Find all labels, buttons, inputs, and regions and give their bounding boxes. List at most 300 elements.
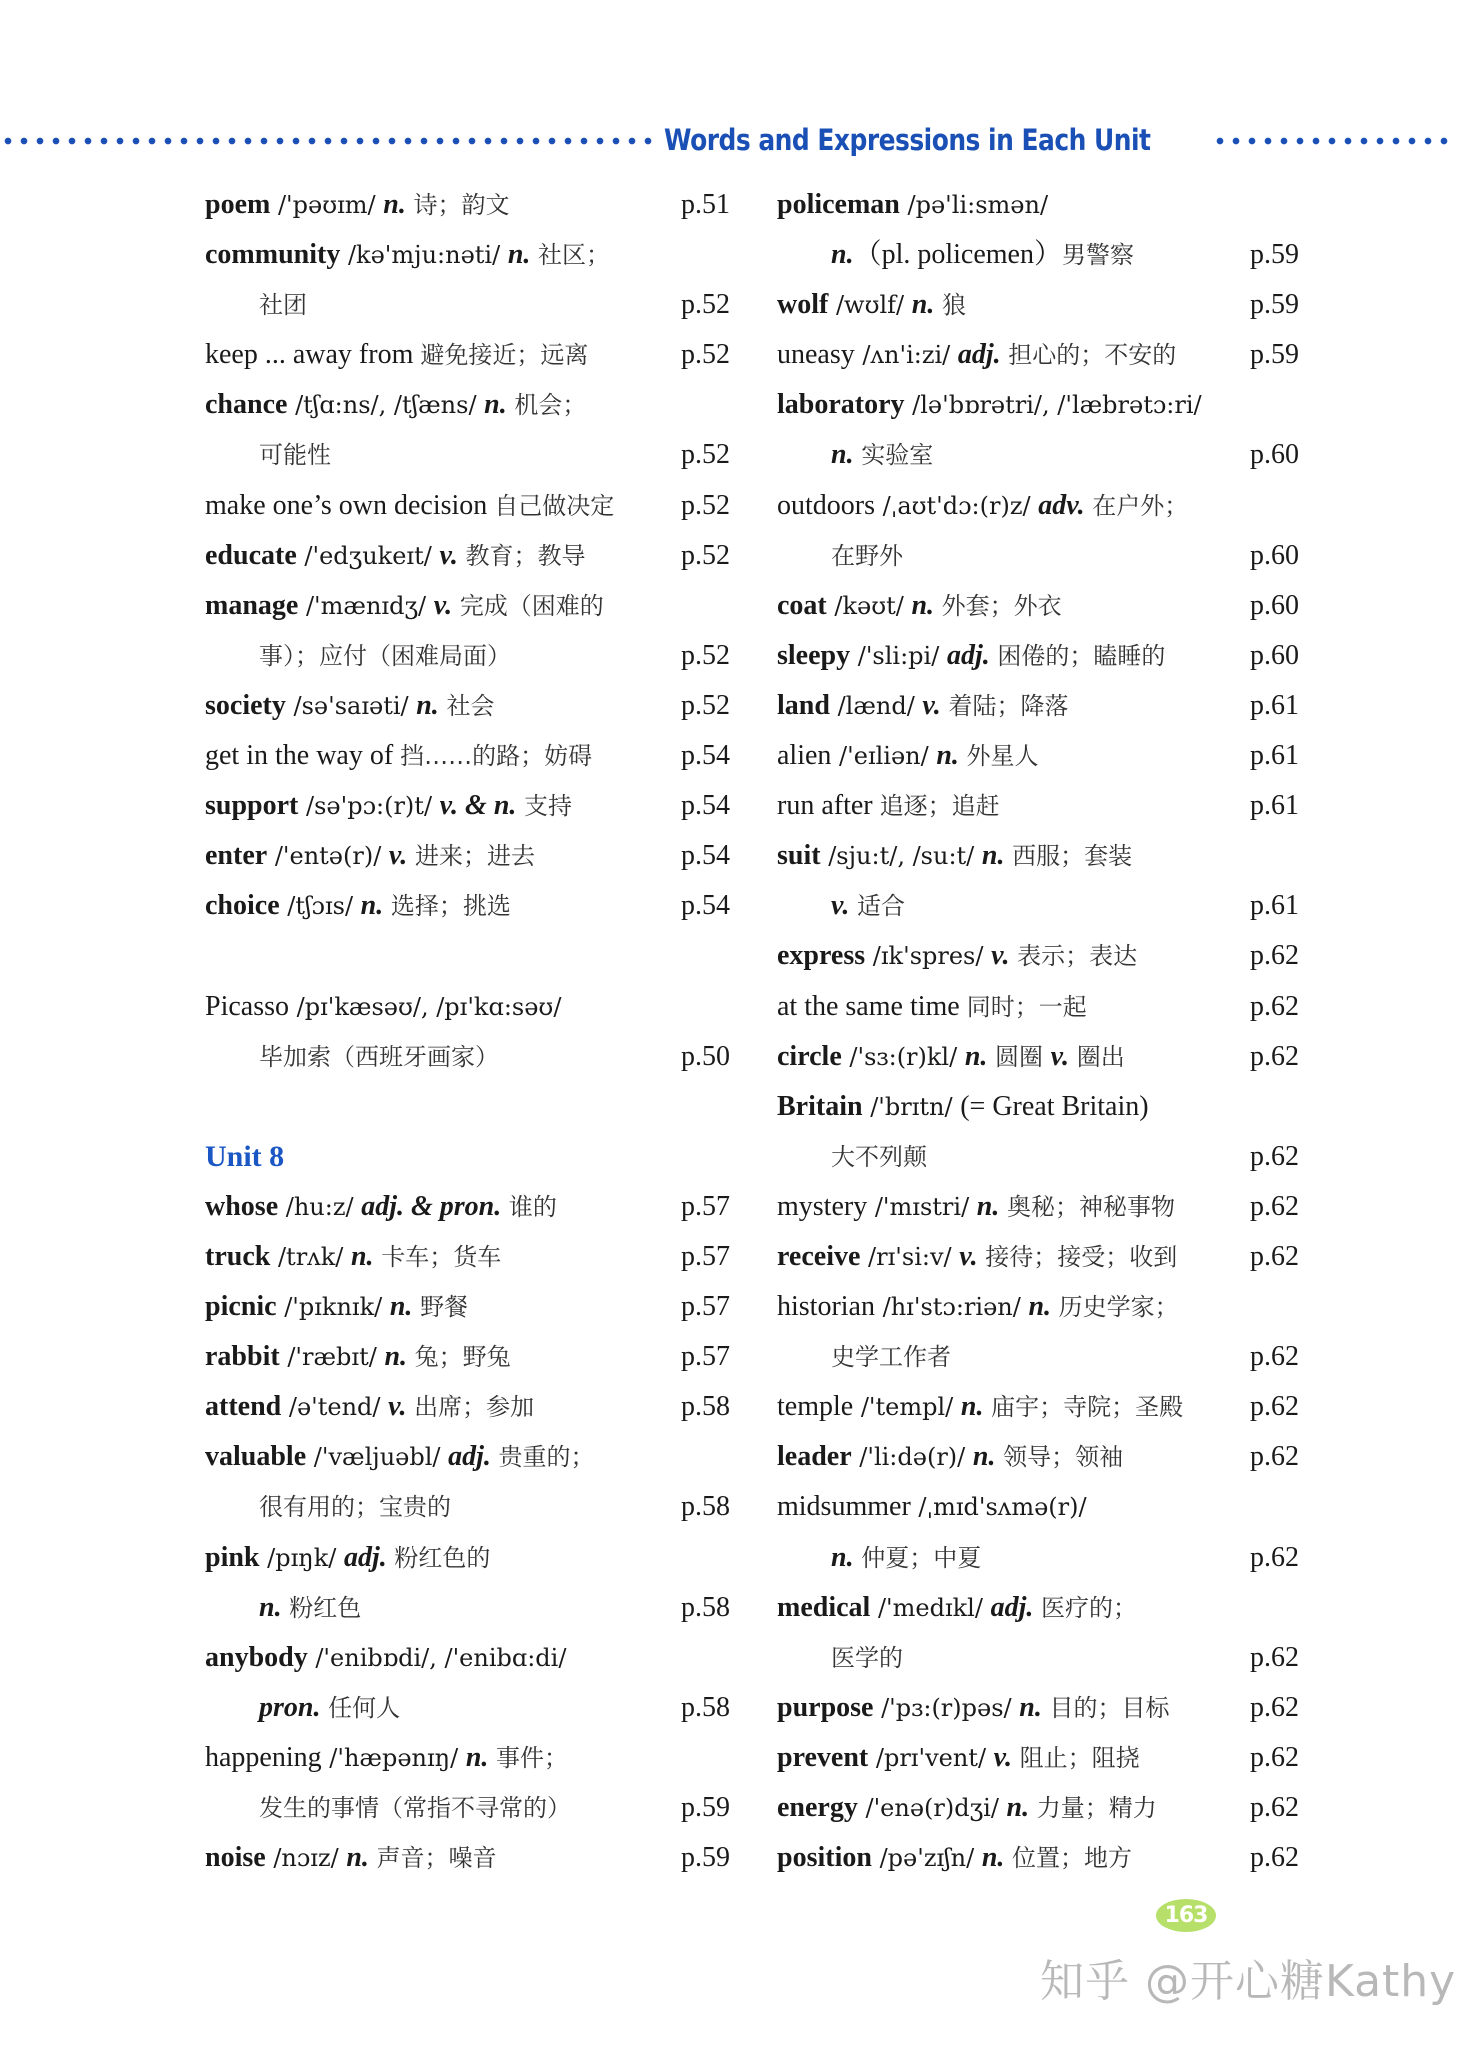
chinese-meaning: 圆圈 — [987, 1042, 1051, 1071]
part-of-speech: n. — [507, 239, 531, 271]
phonetic: /pə'zɪʃn/ — [871, 1844, 982, 1873]
page-reference: p.61 — [1250, 740, 1299, 772]
unit-heading-row — [205, 1132, 730, 1182]
entry-text — [259, 430, 331, 480]
phonetic: /'sɜ:(r)kl/ — [841, 1042, 965, 1071]
entry-text — [205, 1132, 284, 1183]
entry-text — [259, 1583, 361, 1633]
entry-text — [777, 1082, 1149, 1132]
entry-text — [831, 881, 905, 931]
phonetic: /'enə(r)dʒi/ — [857, 1794, 1007, 1822]
page-reference: p.60 — [1250, 639, 1299, 671]
headword: prevent — [777, 1741, 869, 1773]
phonetic: /ə'tend/ — [281, 1393, 389, 1422]
vocab-entry — [205, 1633, 730, 1683]
entry-text — [831, 230, 1134, 280]
phonetic: /pɪ'kæsəʊ/, /pɪ'kɑ:səʊ/ — [289, 992, 562, 1021]
vocab-entry — [777, 1533, 1299, 1583]
entry-text — [259, 1783, 571, 1833]
headword: whose — [205, 1190, 279, 1222]
header-title: Words and Expressions in Each Unit — [664, 123, 1151, 157]
chinese-meaning: 位置；地方 — [1004, 1844, 1133, 1873]
entry-text — [777, 280, 966, 330]
vocab-entry — [205, 831, 730, 881]
phonetic: /sə'saɪəti/ — [285, 691, 417, 720]
entry-text — [777, 731, 1039, 781]
page-reference: p.60 — [1250, 589, 1299, 621]
entry-text — [777, 1833, 1132, 1883]
entry-text — [259, 631, 511, 681]
part-of-speech: n. — [964, 1040, 988, 1072]
page-reference: p.58 — [681, 1591, 730, 1623]
headword: poem — [205, 189, 271, 220]
headword: historian — [777, 1291, 875, 1323]
entry-text — [205, 531, 585, 581]
entry-text — [777, 1683, 1169, 1733]
vocab-entry — [205, 982, 730, 1032]
chinese-meaning: 力量；精力 — [1029, 1794, 1157, 1822]
phonetic: /tʃɑ:ns/, /tʃæns/ — [287, 391, 485, 420]
chinese-meaning: 毕加索（西班牙画家） — [259, 1042, 499, 1071]
vocab-entry — [777, 481, 1299, 531]
page-reference: p.52 — [681, 289, 730, 321]
phonetic: /'eɪliən/ — [831, 742, 937, 771]
page-reference: p.62 — [1250, 1190, 1299, 1222]
headword: temple — [777, 1391, 854, 1423]
vocab-entry — [205, 230, 730, 280]
entry-text — [777, 581, 1062, 631]
vocab-entry — [777, 881, 1299, 931]
running-header — [0, 118, 1465, 162]
part-of-speech: v. — [991, 940, 1010, 972]
page-reference: p.52 — [681, 339, 730, 371]
entry-text — [777, 831, 1132, 881]
part-of-speech: n. — [416, 689, 439, 721]
phonetic: /ˌaʊt'dɔ:(r)z/ — [875, 491, 1039, 520]
vocab-entry — [777, 1282, 1299, 1332]
entry-text — [205, 180, 509, 230]
headword: educate — [205, 539, 297, 571]
chinese-meaning: 史学工作者 — [831, 1343, 951, 1372]
entry-text — [205, 1282, 468, 1332]
entry-text — [831, 430, 933, 480]
entry-text — [777, 1182, 1175, 1232]
page-reference: p.58 — [681, 1691, 730, 1723]
entry-text — [205, 581, 604, 631]
part-of-speech: n. — [346, 1842, 369, 1874]
part-of-speech: adj. & pron. — [361, 1190, 502, 1222]
headword: purpose — [777, 1691, 874, 1723]
phonetic: /'templ/ — [853, 1393, 961, 1422]
headword: leader — [777, 1441, 852, 1473]
vocab-entry — [777, 531, 1299, 581]
vocab-entry — [205, 1282, 730, 1332]
vocab-entry — [777, 1332, 1299, 1382]
page-reference: p.57 — [681, 1291, 730, 1323]
vocab-entry — [205, 1482, 730, 1532]
vocab-entry — [205, 781, 730, 831]
phonetic: /'pɪknɪk/ — [276, 1293, 390, 1322]
entry-text — [777, 982, 1087, 1032]
headword: policeman — [777, 189, 900, 220]
page-reference: p.59 — [1250, 339, 1299, 371]
headword: uneasy — [777, 339, 855, 371]
entry-text — [205, 1232, 501, 1282]
headword: Britain — [777, 1090, 863, 1122]
vocab-entry — [205, 1733, 730, 1783]
headword: position — [777, 1842, 872, 1874]
chinese-meaning: 野餐 — [412, 1293, 469, 1322]
chinese-meaning: 目的；目标 — [1041, 1693, 1170, 1722]
vocab-entry — [777, 831, 1299, 881]
chinese-meaning: 诗；韵文 — [405, 191, 510, 219]
headword: anybody — [205, 1641, 308, 1673]
entry-text — [205, 380, 586, 430]
vocab-entry — [777, 1683, 1299, 1733]
vocab-entry — [205, 1032, 730, 1082]
phonetic: /wʊlf/ — [828, 291, 912, 320]
page-reference: p.52 — [681, 689, 730, 721]
vocab-column-right — [777, 180, 1299, 1883]
vocab-entry — [777, 180, 1299, 230]
vocab-entry — [205, 1432, 730, 1482]
chinese-meaning: 狼 — [934, 291, 966, 320]
spacer-row — [205, 1082, 730, 1132]
vocab-entry — [205, 380, 730, 430]
vocab-entry — [777, 1583, 1299, 1633]
headword: chance — [205, 389, 288, 421]
entry-text — [777, 1382, 1183, 1432]
chinese-meaning: 奥秘；神秘事物 — [999, 1192, 1176, 1221]
entry-text — [777, 1282, 1179, 1332]
chinese-meaning: 教育；教导 — [457, 541, 586, 570]
vocab-entry — [777, 631, 1299, 681]
entry-text — [831, 531, 903, 581]
entry-text — [777, 481, 1188, 531]
headword: enter — [205, 840, 268, 872]
part-of-speech: n. — [1028, 1291, 1052, 1323]
part-of-speech: v. — [993, 1741, 1013, 1773]
vocab-entry — [777, 581, 1299, 631]
headword: attend — [205, 1391, 282, 1423]
page-reference: p.62 — [1250, 990, 1299, 1022]
chinese-meaning: 适合 — [849, 892, 906, 921]
page-reference: p.62 — [1250, 1341, 1299, 1373]
page-reference: p.60 — [1250, 439, 1299, 471]
chinese-meaning: 支持 — [516, 792, 573, 821]
chinese-meaning: 进来；进去 — [407, 842, 535, 871]
part-of-speech: n. — [960, 1391, 984, 1423]
page-reference: p.57 — [681, 1190, 730, 1222]
headword: alien — [777, 740, 832, 772]
page-reference: p.57 — [681, 1240, 730, 1272]
chinese-meaning: 完成（困难的 — [452, 591, 604, 620]
vocab-entry — [205, 681, 730, 731]
part-of-speech: n. — [831, 439, 854, 471]
headword: rabbit — [205, 1341, 280, 1373]
headword: truck — [205, 1240, 271, 1272]
phonetic: /tʃɔɪs/ — [279, 892, 361, 921]
chinese-meaning: 贵重的； — [490, 1443, 595, 1472]
chinese-meaning: 男警察 — [1061, 241, 1134, 270]
vocab-entry — [777, 781, 1299, 831]
part-of-speech: adj. — [957, 339, 1001, 371]
page-reference: p.62 — [1250, 1842, 1299, 1874]
chinese-meaning: 西服；套装 — [1004, 842, 1133, 871]
page-reference: p.52 — [681, 439, 730, 471]
part-of-speech: n. — [981, 840, 1005, 872]
phonetic: /kə'mju:nəti/ — [340, 241, 508, 270]
chinese-meaning: 避免接近；远离 — [420, 341, 589, 370]
phonetic: /'mɪstri/ — [867, 1192, 977, 1221]
headword: suit — [777, 840, 821, 872]
part-of-speech: v. — [388, 840, 408, 872]
vocab-entry — [205, 531, 730, 581]
page-reference: p.62 — [1250, 940, 1299, 972]
vocab-entry — [777, 731, 1299, 781]
page-reference: p.54 — [681, 840, 730, 872]
chinese-meaning: 表示；表达 — [1009, 942, 1138, 971]
vocab-entry — [777, 1132, 1299, 1182]
phonetic: /'li:də(r)/ — [851, 1443, 973, 1472]
part-of-speech: adj. — [343, 1541, 387, 1573]
headword: support — [205, 790, 299, 822]
vocab-entry — [205, 1232, 730, 1282]
part-of-speech: v. — [388, 1391, 407, 1423]
part-of-speech: adj. — [448, 1441, 491, 1473]
headword: medical — [777, 1591, 871, 1623]
chinese-meaning: 外星人 — [958, 742, 1039, 771]
chinese-meaning: 选择；挑选 — [383, 892, 511, 921]
watermark: 知乎 @开心糖Kathy — [1040, 1956, 1457, 2007]
vocab-entry — [777, 280, 1299, 330]
part-of-speech: v. — [439, 539, 458, 571]
phonetic: /trʌk/ — [270, 1242, 351, 1271]
phonetic: /'hæpənɪŋ/ — [321, 1743, 466, 1772]
chinese-meaning: 接待；接受；收到 — [977, 1242, 1178, 1271]
entry-text — [259, 1032, 499, 1082]
chinese-meaning: 医学的 — [831, 1643, 903, 1672]
headword: valuable — [205, 1441, 307, 1473]
entry-text — [205, 1332, 511, 1382]
phonetic: /'brɪtn/ — [862, 1092, 961, 1121]
entry-text — [205, 330, 588, 380]
phonetic: /lænd/ — [829, 691, 923, 720]
phonetic: /'pɜ:(r)pəs/ — [873, 1693, 1020, 1722]
part-of-speech: adj. — [946, 639, 990, 671]
chinese-meaning: 社区； — [530, 241, 611, 270]
entry-text — [777, 1783, 1157, 1833]
entry-text — [205, 1533, 490, 1583]
page-reference: p.60 — [1250, 539, 1299, 571]
entry-text — [777, 1432, 1123, 1482]
entry-text — [777, 330, 1176, 380]
vocab-entry — [205, 1783, 730, 1833]
entry-text — [777, 1733, 1140, 1783]
part-of-speech: n. — [1006, 1792, 1030, 1823]
page-reference: p.50 — [681, 1040, 730, 1072]
entry-text — [205, 831, 535, 881]
headword: Picasso — [205, 990, 289, 1022]
part-of-speech: n. — [936, 740, 959, 772]
entry-text — [777, 380, 1202, 430]
page-reference: p.54 — [681, 740, 730, 772]
phonetic: /'mænɪdʒ/ — [298, 591, 434, 620]
entry-text — [205, 230, 610, 280]
headword: energy — [777, 1792, 858, 1823]
part-of-speech: n. — [831, 1541, 854, 1573]
entry-text — [205, 481, 614, 531]
page-reference: p.54 — [681, 890, 730, 922]
headword: outdoors — [777, 489, 875, 521]
page-reference: p.59 — [1250, 239, 1299, 271]
headword: express — [777, 940, 866, 972]
phonetic: /ˌmɪd'sʌmə(r)/ — [910, 1493, 1087, 1522]
phonetic: /rɪ'si:v/ — [860, 1242, 960, 1271]
vocab-entry — [777, 380, 1299, 430]
page-reference: p.59 — [681, 1842, 730, 1874]
chinese-meaning: 医疗的； — [1033, 1593, 1137, 1622]
vocab-entry — [205, 881, 730, 931]
part-of-speech: v. — [1050, 1040, 1070, 1072]
headword: laboratory — [777, 389, 905, 421]
vocab-entry — [777, 1182, 1299, 1232]
headword: society — [205, 689, 286, 721]
vocab-entry — [205, 1382, 730, 1432]
vocab-entry — [777, 230, 1299, 280]
part-of-speech: n. — [976, 1190, 1000, 1222]
headword: choice — [205, 890, 280, 922]
entry-text — [205, 781, 572, 831]
page-number-badge: 163 — [1156, 1899, 1216, 1932]
plural-note: （pl. policemen） — [853, 239, 1062, 271]
vocab-entry — [205, 280, 730, 330]
vocab-entry — [777, 1783, 1299, 1833]
page-reference: p.62 — [1250, 1741, 1299, 1773]
headword: land — [777, 689, 830, 721]
part-of-speech: n. — [981, 1842, 1005, 1874]
vocab-entry — [777, 931, 1299, 981]
dotted-rule-left — [0, 137, 652, 145]
chinese-meaning: 庙宇；寺院；圣殿 — [983, 1393, 1184, 1422]
part-of-speech: n. — [911, 589, 935, 621]
chinese-meaning: 阻止；阻挠 — [1012, 1743, 1140, 1772]
phonetic: /ɪk'spres/ — [865, 942, 992, 971]
phonetic: /sju:t/, /su:t/ — [820, 842, 982, 871]
page-reference: p.61 — [1250, 790, 1299, 822]
chinese-meaning: 社团 — [259, 291, 307, 320]
headword: picnic — [205, 1291, 277, 1323]
note: (= Great Britain) — [960, 1090, 1149, 1122]
part-of-speech: n. — [465, 1741, 489, 1773]
vocab-entry — [777, 330, 1299, 380]
page-reference: p.61 — [1250, 890, 1299, 922]
entry-text — [205, 731, 592, 781]
page-reference: p.58 — [681, 1391, 730, 1423]
chinese-meaning: 很有用的；宝贵的 — [259, 1493, 451, 1522]
page-reference: p.51 — [681, 189, 730, 220]
phonetic: /prɪ'vent/ — [868, 1743, 994, 1772]
part-of-speech: n. — [389, 1291, 413, 1323]
part-of-speech: n. — [259, 1591, 282, 1623]
entry-text — [777, 681, 1068, 731]
phonetic: /'ræbɪt/ — [279, 1343, 385, 1372]
vocab-entry — [205, 581, 730, 631]
chinese-meaning: 发生的事情（常指不寻常的） — [259, 1794, 571, 1822]
chinese-meaning: 卡车；货车 — [373, 1242, 502, 1271]
vocab-entry — [205, 1182, 730, 1232]
chinese-meaning: 声音；噪音 — [368, 1844, 497, 1873]
chinese-meaning: 仲夏；中夏 — [853, 1543, 982, 1572]
vocab-entry — [777, 1032, 1299, 1082]
headword: make one’s own decision — [205, 489, 495, 521]
vocab-entry — [205, 1683, 730, 1733]
chinese-meaning: 可能性 — [259, 441, 331, 470]
phonetic: /pə'li:smən/ — [899, 191, 1049, 219]
vocab-entry — [777, 681, 1299, 731]
chinese-meaning: 粉红色 — [281, 1593, 362, 1622]
entry-text — [205, 881, 511, 931]
phonetic: /'pəʊɪm/ — [270, 191, 384, 219]
part-of-speech: adj. — [990, 1591, 1034, 1623]
phonetic: /'væljuəbl/ — [306, 1443, 449, 1472]
entry-text — [259, 1683, 400, 1733]
phonetic: /hu:z/ — [278, 1192, 362, 1221]
vocab-entry — [205, 1833, 730, 1883]
chinese-meaning: 大不列颠 — [831, 1142, 927, 1171]
page-reference: p.52 — [681, 639, 730, 671]
vocab-entry — [205, 1332, 730, 1382]
entry-text — [205, 982, 561, 1032]
part-of-speech: v. — [922, 689, 941, 721]
vocab-entry — [777, 1082, 1299, 1132]
part-of-speech: v. — [433, 589, 453, 621]
entry-text — [777, 1583, 1137, 1633]
entry-text — [205, 1182, 557, 1232]
entry-text — [259, 280, 307, 330]
chinese-meaning: 实验室 — [853, 441, 934, 470]
vocab-entry — [205, 731, 730, 781]
entry-text — [205, 1733, 568, 1783]
entry-text — [205, 1833, 497, 1883]
chinese-meaning: 事件； — [488, 1743, 569, 1772]
headword: coat — [777, 589, 827, 621]
part-of-speech: adv. — [1038, 489, 1085, 521]
part-of-speech: n. — [831, 239, 854, 271]
chinese-meaning: 挡……的路；妨碍 — [400, 742, 593, 771]
phonetic: /sə'pɔ:(r)t/ — [298, 792, 440, 821]
headword: mystery — [777, 1190, 868, 1222]
vocab-entry — [205, 330, 730, 380]
chinese-meaning: 着陆；降落 — [940, 691, 1069, 720]
chinese-meaning: 追逐；追赶 — [879, 792, 1000, 821]
headword: community — [205, 239, 341, 271]
headword: happening — [205, 1741, 322, 1773]
entry-text — [777, 631, 1165, 681]
entry-text — [205, 1633, 566, 1683]
part-of-speech: n. — [384, 1341, 408, 1373]
chinese-meaning: 在野外 — [831, 541, 903, 570]
phonetic: /nɔɪz/ — [265, 1844, 347, 1873]
entry-text — [205, 681, 494, 731]
vocab-entry — [777, 1482, 1299, 1532]
page-reference: p.62 — [1250, 1641, 1299, 1673]
vocab-entry — [777, 1633, 1299, 1683]
phonetic: /ʌn'i:zi/ — [854, 341, 958, 370]
phonetic: /'edʒukeɪt/ — [296, 541, 440, 570]
entry-text — [777, 781, 1000, 831]
vocab-entry — [205, 1533, 730, 1583]
